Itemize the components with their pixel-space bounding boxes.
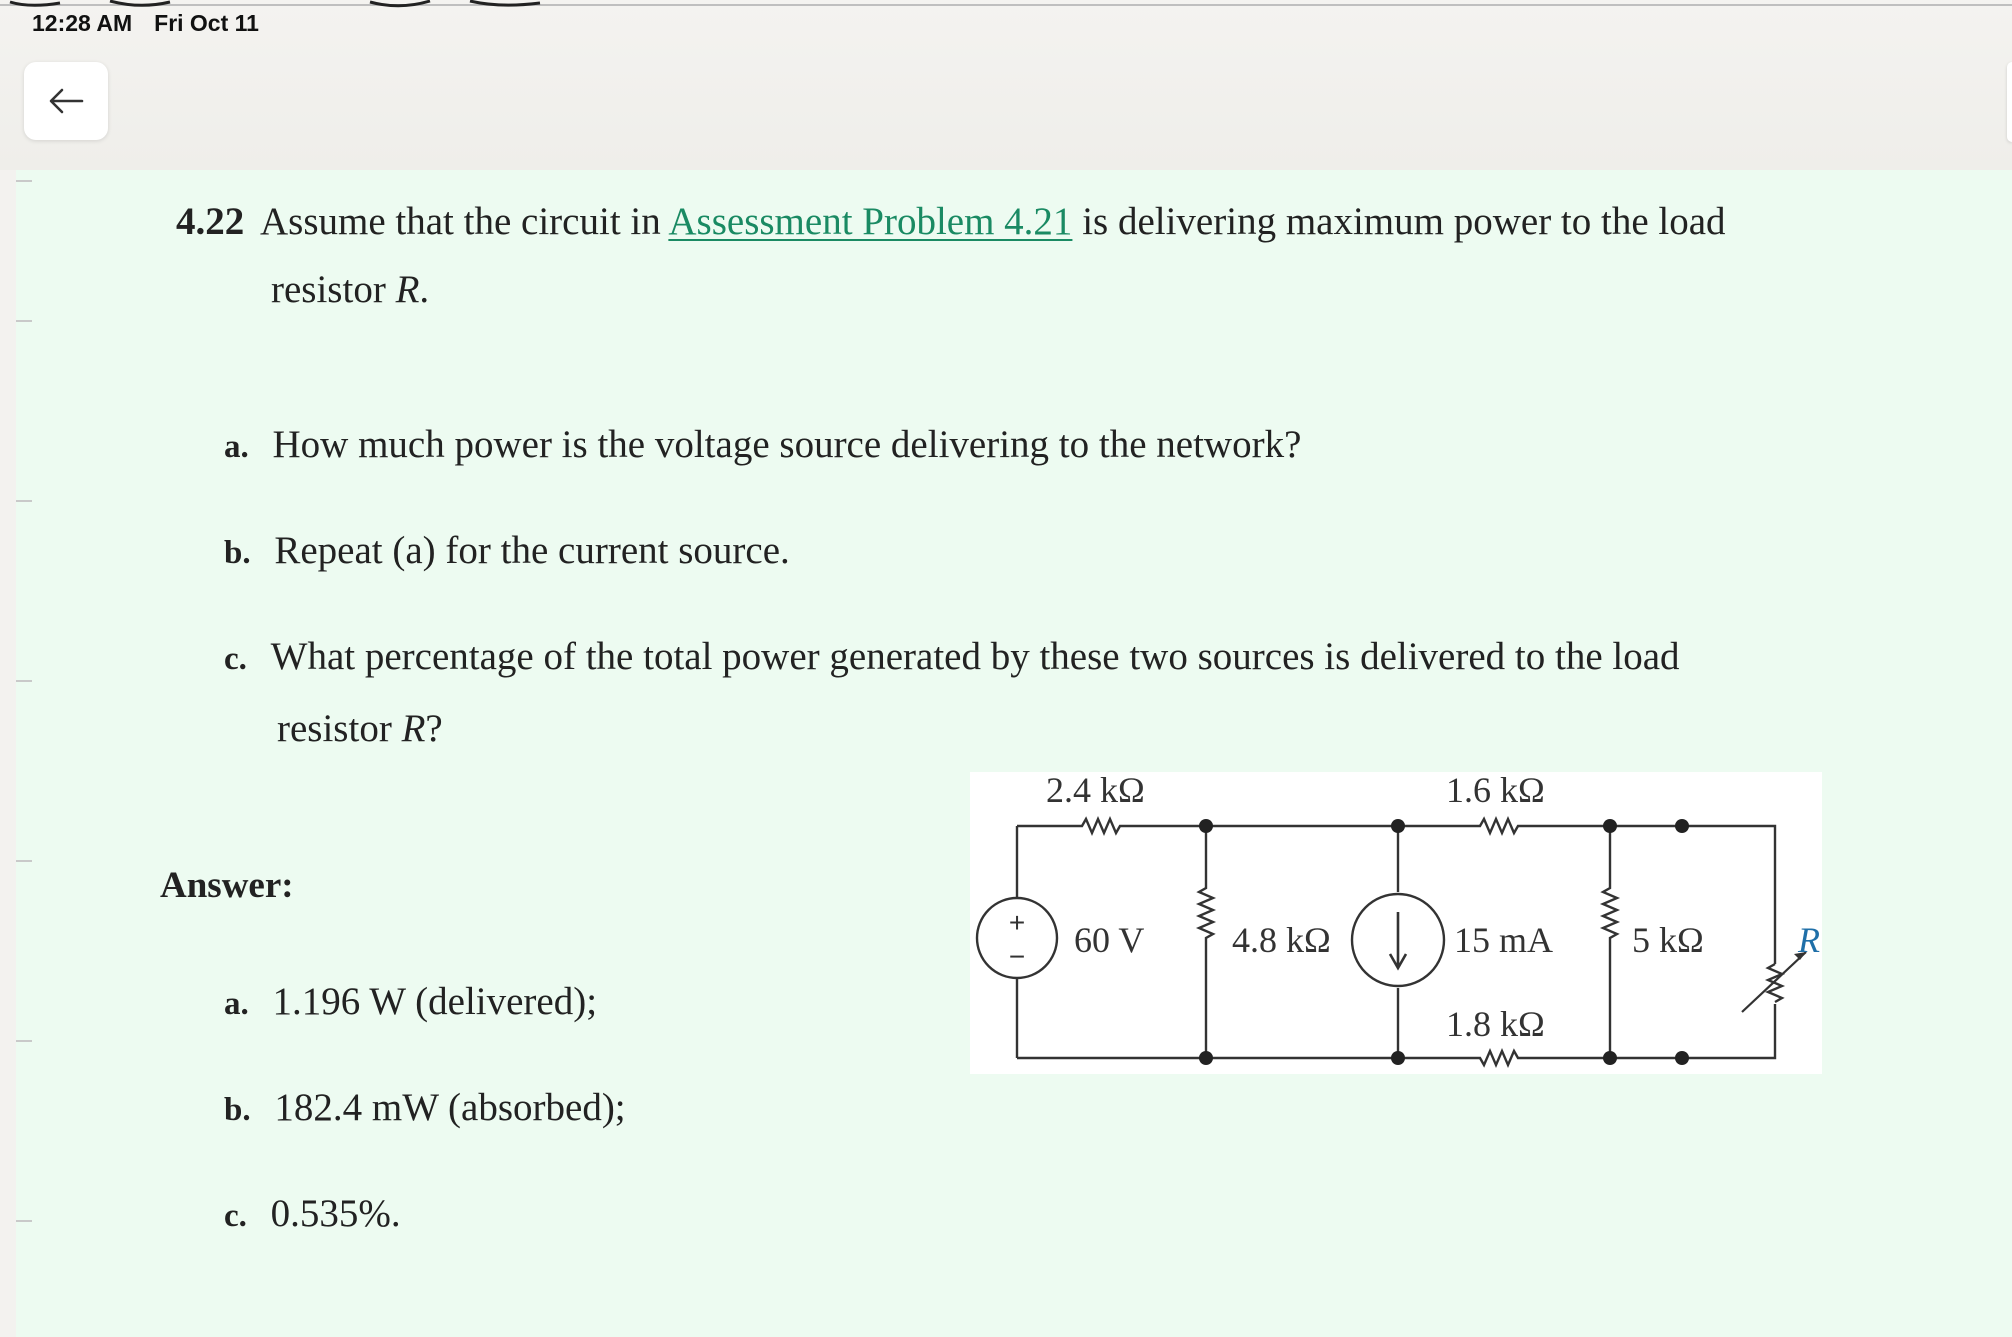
margin-line xyxy=(16,320,32,322)
problem-text-continued: is delivering maximum power to the load xyxy=(1082,200,1726,243)
resistor-label-1-8k: 1.8 kΩ xyxy=(1446,1004,1545,1044)
status-bar xyxy=(32,10,259,37)
problem-statement-line1 xyxy=(176,200,1726,245)
part-b-text: Repeat (a) for the current source. xyxy=(274,529,790,572)
answer-b xyxy=(224,1086,626,1131)
voltage-source-label: 60 V xyxy=(1074,920,1145,960)
problem-text: Assume that the circuit in xyxy=(260,200,661,243)
resistor-label-2-4k: 2.4 kΩ xyxy=(1046,772,1145,810)
answer-c xyxy=(224,1192,401,1237)
part-a-label: a. xyxy=(224,429,249,465)
answer-b-label: b. xyxy=(224,1092,251,1128)
circuit-diagram xyxy=(970,772,1822,1074)
margin-line xyxy=(16,1220,32,1222)
answer-heading: Answer: xyxy=(160,865,294,906)
arrow-left-icon xyxy=(46,86,86,116)
variable-r: R xyxy=(395,268,420,311)
resistor-label-1-6k: 1.6 kΩ xyxy=(1446,772,1545,810)
answer-a-text: 1.196 W (delivered); xyxy=(272,980,598,1023)
right-panel-edge xyxy=(2007,62,2012,142)
answer-c-text: 0.535%. xyxy=(270,1192,401,1235)
problem-statement-line2: resistor R. xyxy=(271,268,430,311)
margin-line xyxy=(16,180,32,182)
margin-line xyxy=(16,680,32,682)
answer-c-label: c. xyxy=(224,1198,247,1234)
part-b xyxy=(224,529,790,574)
handwriting-scribble xyxy=(0,0,600,10)
status-time: 12:28 AM xyxy=(32,10,133,36)
part-c-line2: resistor R? xyxy=(277,707,443,750)
margin-line xyxy=(16,860,32,862)
answer-b-text: 182.4 mW (absorbed); xyxy=(274,1086,626,1129)
problem-number: 4.22 xyxy=(176,200,245,243)
resistor-label-5k: 5 kΩ xyxy=(1632,920,1704,960)
answer-a xyxy=(224,980,597,1025)
margin-line xyxy=(16,1040,32,1042)
back-button[interactable] xyxy=(24,62,108,140)
resistor-label-4-8k: 4.8 kΩ xyxy=(1232,920,1331,960)
status-date: Fri Oct 11 xyxy=(154,10,259,36)
part-b-label: b. xyxy=(224,535,251,571)
part-c xyxy=(224,635,1680,680)
notebook-paper-background xyxy=(0,0,2012,170)
part-c-text: What percentage of the total power generated by these two sources is delivered to the load xyxy=(270,635,1680,678)
part-c-label: c. xyxy=(224,641,247,677)
current-source-label: 15 mA xyxy=(1454,920,1553,960)
part-a xyxy=(224,423,1301,468)
answer-a-label: a. xyxy=(224,986,249,1022)
load-resistor-label: R xyxy=(1798,920,1820,960)
margin-line xyxy=(16,500,32,502)
variable-r: R xyxy=(401,707,426,750)
assessment-problem-link[interactable]: Assessment Problem 4.21 xyxy=(668,200,1073,243)
minus-sign: − xyxy=(1008,941,1026,972)
part-a-text: How much power is the voltage source delivering to the network? xyxy=(272,423,1302,466)
plus-sign: + xyxy=(1008,907,1026,938)
content-page xyxy=(16,170,2012,1337)
